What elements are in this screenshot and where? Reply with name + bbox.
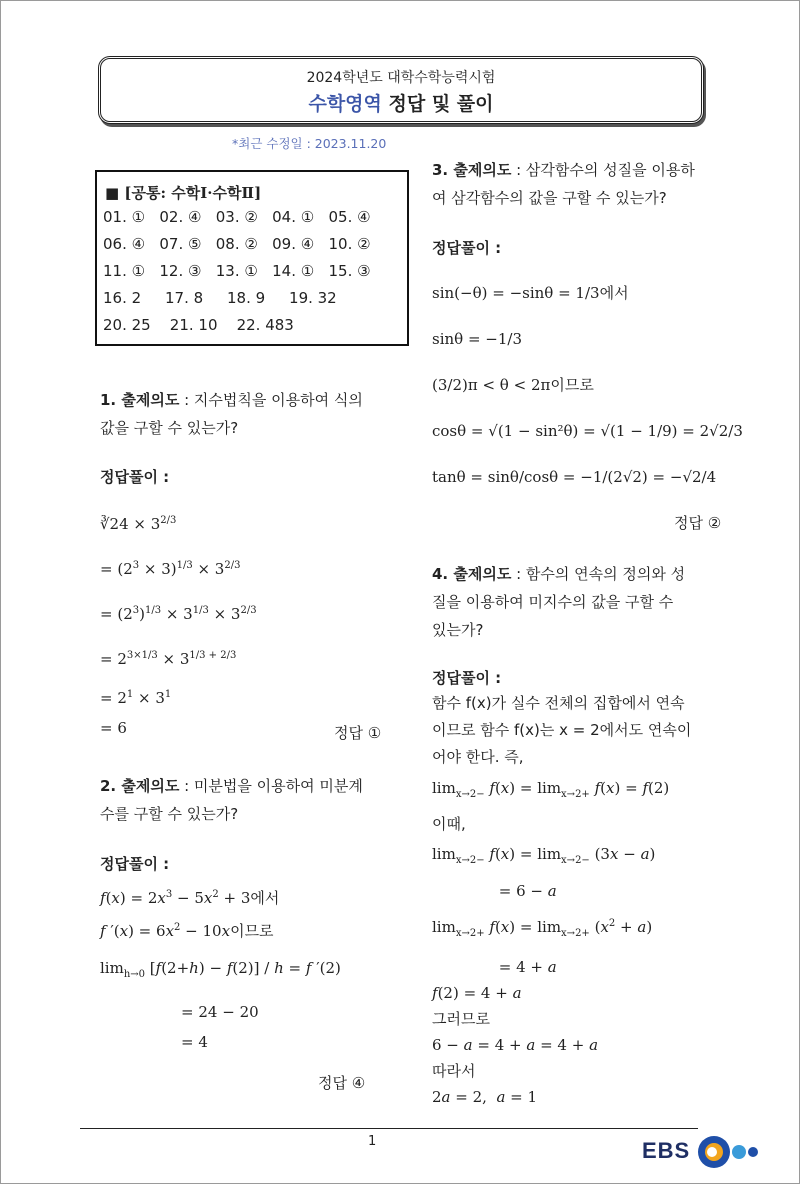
q2-intent-text2: 수를 구할 수 있는가?: [100, 805, 239, 823]
q4-solution-math: $\lim_{x\to 2-} f(x) = \lim_{x\to 2+} f(x) = f(2)$ 이때, $\lim_{x\to 2-} f(x) = \lim_{x\to 2-} (3x - a)$ = 6 − a $\lim_{x\to 2+} f(x) = \lim_{x\to 2+} (x^2 + a)$ = 4 + a f(2) = 4 + a 그러므로 6 − a = 4 + a = 4 + a 따라서 2a = 2, a = 1: [432, 779, 670, 1106]
q1-solution-math: ∛24 × $3^{2/3}$ = $(2^3 \times 3)^{1/3} \times 3^{2/3}$ = $(2^3)^{1/3} \times 3^{1/3} \times 3^{2/3}$ = $2^{3\times 1/3} \times 3^{1/3 + 2/3}$ = $2^1 \times 3^1$ = 6: [100, 515, 257, 737]
answer-row: 11. ① 12. ③ 13. ① 14. ① 15. ③: [103, 262, 371, 280]
q1-intent-text: : 지수법칙을 이용하여 식의: [179, 391, 363, 409]
q1-intent-text2: 값을 구할 수 있는가?: [100, 419, 239, 437]
q4-text-4: 이때,: [432, 815, 466, 833]
q3-intent: [432, 156, 695, 212]
q3-number: 3. 출제의도: [432, 161, 512, 179]
section-title: [101, 89, 701, 116]
q1-solution-label: 정답풀이 :: [100, 468, 170, 486]
ebs-logo-text: EBS: [642, 1138, 691, 1163]
answer-row: 16. 2 17. 8 18. 9 19. 32: [103, 289, 337, 307]
q3-intent-text: : 삼각함수의 성질을 이용하: [511, 161, 695, 179]
q4-text-1: 함수 f(x)가 실수 전체의 집합에서 연속: [432, 694, 685, 712]
q3-solution-label: 정답풀이 :: [432, 239, 502, 257]
exam-title: 2024학년도 대학수학능력시험: [306, 70, 496, 86]
q1-intent: [100, 386, 363, 442]
q2-solution-math: $f(x) = 2x^3 - 5x^2 + 3$에서 f $'(x) = 6x^2 - 10x$이므로 $\lim_{h\to 0} [f(2+h) - f(2)] / h = f$ ′(2) = 24 − 20 = 4: [100, 889, 341, 1051]
q4-intent-text2: 질을 이용하여 미지수의 값을 구할 수: [432, 593, 674, 611]
q4-text-2: 이므로 함수 f(x)는 x = 2에서도 연속이: [432, 721, 692, 739]
q4-solution-text: [432, 690, 691, 771]
subject-name: 수학영역: [308, 93, 382, 115]
ebs-logo-icon: [696, 1134, 760, 1170]
q4-intent-text: : 함수의 연속의 정의와 성: [511, 565, 686, 583]
q2-intent-text: : 미분법을 이용하여 미분계: [179, 777, 363, 795]
q3-intent-text2: 여 삼각함수의 값을 구할 수 있는가?: [432, 189, 667, 207]
footer-divider: [80, 1128, 698, 1129]
answer-key-heading: ■ [공통: 수학Ⅰ·수학Ⅱ]: [105, 184, 262, 202]
answer-row: 20. 25 21. 10 22. 483: [103, 316, 294, 334]
title-box: [98, 56, 704, 124]
q2-intent: [100, 772, 363, 828]
answer-row: 06. ④ 07. ⑤ 08. ② 09. ④ 10. ②: [103, 235, 371, 253]
q4-intent-text3: 있는가?: [432, 621, 484, 639]
q4-number: 4. 출제의도: [432, 565, 512, 583]
q2-number: 2. 출제의도: [100, 777, 180, 795]
answer-key-box: [95, 170, 409, 346]
q1-number: 1. 출제의도: [100, 391, 180, 409]
q2-solution-label: 정답풀이 :: [100, 855, 170, 873]
q4-text-6: 따라서: [432, 1062, 476, 1080]
q4-intent: [432, 560, 685, 644]
q4-text-3: 어야 한다. 즉,: [432, 748, 524, 766]
q2-suffix-2: 이므로: [230, 922, 274, 940]
q3-suffix-2: 이므로: [550, 376, 594, 394]
q3-answer: 정답 ②: [674, 514, 722, 532]
updated-date: *최근 수정일 : 2023.11.20: [232, 136, 387, 151]
title-rest: 정답 및 풀이: [388, 93, 494, 115]
page-number: 1: [368, 1134, 377, 1149]
q2-answer: 정답 ④: [318, 1074, 366, 1092]
q2-suffix-1: 에서: [250, 889, 280, 907]
q4-solution-label: 정답풀이 :: [432, 669, 502, 687]
answer-row: 01. ① 02. ④ 03. ② 04. ① 05. ④: [103, 208, 371, 226]
q1-answer: 정답 ①: [334, 724, 382, 742]
q3-suffix-1: 에서: [599, 284, 629, 302]
q3-solution-math: sin(−θ) = −sinθ = 1/3에서 sinθ = −1/3 (3/2)π < θ < 2π이므로 cosθ = √(1 − sin²θ) = √(1 − 1/9) = 2√2/3 tanθ = sinθ/cosθ = −1/(2√2) = −√2/4: [432, 284, 743, 486]
q4-text-5: 그러므로: [432, 1010, 490, 1028]
